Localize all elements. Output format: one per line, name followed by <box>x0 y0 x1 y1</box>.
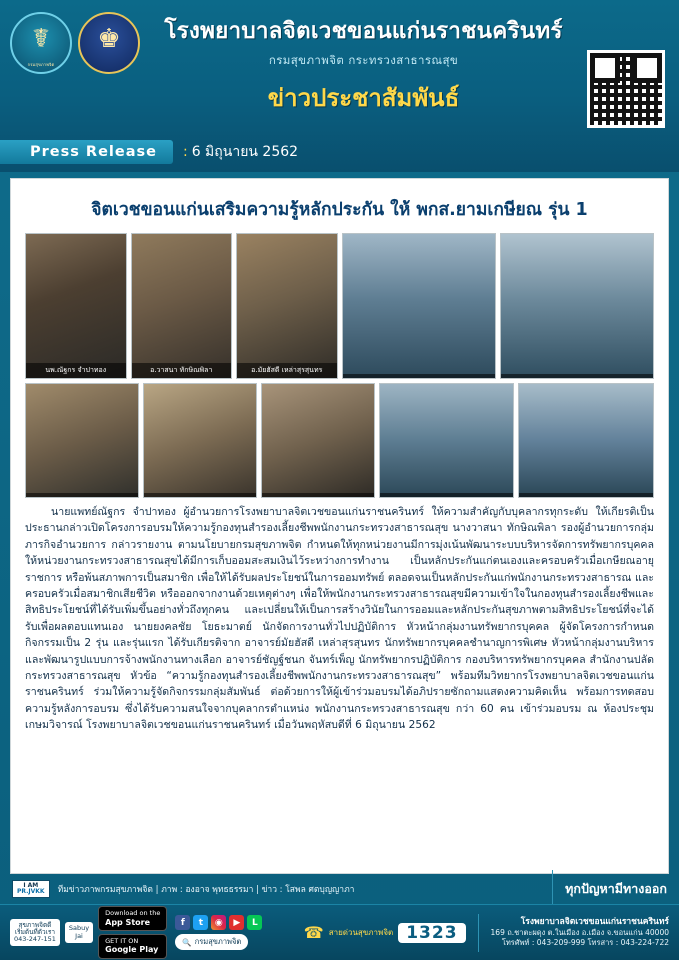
sabuyjai-title: Sabuy <box>68 924 90 933</box>
search-text: กรมสุขภาพจิต <box>194 937 242 946</box>
iam-pr-badge <box>12 880 50 899</box>
iam-badge-line2: PR.JVKK <box>17 888 45 895</box>
photo-thumbnail[interactable] <box>342 233 496 379</box>
instagram-icon[interactable]: ◉ <box>211 915 226 930</box>
photo-caption <box>343 374 495 378</box>
footer-credit-row <box>0 874 679 904</box>
line-icon[interactable]: L <box>247 915 262 930</box>
header-top-row <box>10 8 669 128</box>
footer-slogan: ทุกปัญหามีทางออก <box>565 881 667 896</box>
app-badge-group <box>10 906 167 958</box>
banner-title: ข่าวประชาสัมพันธ์ <box>267 84 460 112</box>
contact-block <box>491 917 669 949</box>
hotline-label: สายด่วนสุขภาพจิต <box>328 927 394 937</box>
date-separator: : <box>182 144 188 160</box>
googleplay-button[interactable] <box>98 934 167 959</box>
logo-group <box>10 8 140 74</box>
search-pill[interactable] <box>175 934 248 950</box>
hospital-title: โรงพยาบาลจิตเวชขอนแก่นราชนครินทร์ <box>164 18 563 44</box>
photo-caption <box>144 493 256 497</box>
appstore-big-label: App Store <box>105 917 151 927</box>
page-header <box>0 0 679 172</box>
photo-row-bottom <box>25 383 654 498</box>
photo-caption <box>262 493 374 497</box>
ministry-line: กรมสุขภาพจิต กระทรวงสาธารณสุข <box>268 53 459 67</box>
photo-caption <box>501 374 653 378</box>
press-release-bar <box>0 140 679 164</box>
credit-text: ทีมข่าวภาพกรมสุขภาพจิต | ภาพ : องอาจ พุทธธรรมา | ข่าว : โสพล ศตบุญญาภา <box>57 885 355 895</box>
appstore-small-label: Download on the <box>105 909 161 918</box>
twitter-icon[interactable]: t <box>193 915 208 930</box>
sabuyjai-sub: Jai <box>75 931 83 940</box>
photo-thumbnail[interactable] <box>25 233 127 379</box>
qr-code-pattern <box>590 53 662 125</box>
store-button-group <box>98 906 167 958</box>
search-icon: 🔍 <box>182 937 192 947</box>
press-release-label: Press Release <box>0 140 173 164</box>
caduceus-icon: ☤ <box>32 24 50 54</box>
photo-thumbnail[interactable] <box>25 383 139 498</box>
contact-address: 169 ถ.ชาตะผดุง ต.ในเมือง อ.เมือง จ.ขอนแก่น 40000 <box>490 928 669 938</box>
youtube-icon[interactable]: ▶ <box>229 915 244 930</box>
ministry-logo-label: กรมสุขภาพจิต <box>27 62 55 67</box>
photo-thumbnail[interactable] <box>261 383 375 498</box>
ministry-logo <box>10 12 72 74</box>
social-icon-row <box>175 915 262 930</box>
photo-caption <box>26 493 138 497</box>
mental-health-card[interactable] <box>10 919 60 946</box>
photo-caption <box>519 493 653 497</box>
mental-health-card-sub: เริ่มต้นที่ตัวเรา <box>14 927 56 936</box>
article-card <box>10 178 669 874</box>
footer-divider <box>552 870 553 908</box>
footer-divider-2 <box>478 914 479 952</box>
mental-health-card-phone: 043-247-151 <box>14 935 56 944</box>
hospital-logo <box>78 12 140 74</box>
googleplay-small-label: GET IT ON <box>105 937 139 945</box>
mental-health-card-title: สุขภาพจิตดี <box>18 920 52 929</box>
contact-name: โรงพยาบาลจิตเวชขอนแก่นราชนครินทร์ <box>520 916 669 927</box>
iam-badge-line1: I AM <box>23 881 39 889</box>
qr-code[interactable] <box>587 50 665 128</box>
facebook-icon[interactable]: f <box>175 915 190 930</box>
hotline-number[interactable]: 1323 <box>398 923 465 943</box>
photo-thumbnail[interactable] <box>518 383 654 498</box>
hotline-block <box>304 923 466 943</box>
sabuyjai-app-icon[interactable] <box>65 922 93 942</box>
contact-phone: โทรศัพท์ : 043-209-999 โทรสาร : 043-224-722 <box>501 938 669 948</box>
photo-caption <box>380 493 514 497</box>
googleplay-big-label: Google Play <box>105 945 159 955</box>
page-footer <box>0 874 679 960</box>
photo-caption: อ.มัยฮัสดี เหล่าสุรสุนทร <box>237 363 337 378</box>
photo-thumbnail[interactable] <box>236 233 338 379</box>
photo-thumbnail[interactable] <box>500 233 654 379</box>
article-body: นายแพทย์ณัฐกร จำปาทอง ผู้อำนวยการโรงพยาบาลจิตเวชขอนแก่นราชนครินทร์ ให้ความสำคัญกับบุคลากรทุกระดับ ให้เกียรติเป็นประธานกล่าวเปิดโครงการอบรมให้ความรู้กองทุนสำรองเลี้ยงชีพพนักงานกระทรวงสาธารณสุข นางวาสนา ทักษิณพิลา รองผู้อำนวยการกลุ่มภารกิจอำนวยการ กล่าวรายงาน ตามนโยบายกรมสุขภาพจิต กำหนดให้ทุกหน่วยงานมีการมุ่งเน้นพัฒนาระบบบริหารจัดการทรัพยากรบุคคลให้หน่วยงานกระทรวงสาธารณสุขได้มีการเก็บออมสะสมเงินไว้ระหว่างการทำงาน เป็นหลักประกันแก่ตนเองและครอบครัวเมื่อเกษียณอายุราชการ หรือพ้นสภาพการเป็นสมาชิก เพื่อให้ได้รับผลประโยชน์ในการออมทรัพย์ ตลอดจนเป็นหลักประกันแก่พนักงานกระทรวงสาธารณ และครอบครัวเมื่อสมาชิกเสียชีวิต หรือออกจากงานด้วยเหตุต่างๆ เพื่อให้พนักงานกระทรวงสาธารณสุขมีความเข้าใจในกองทุนสำรองเลี้ยงชีพและสิทธิประโยชน์ที่ได้รับเพิ่มขึ้นอย่างทั่วถึงทุกคน และเปลี่ยนให้เป็นการสร้างวินัยในการออมและหลักประกันสุขภาพตามสิทธิประโยชน์ที่จะได้รับเพื่อผลตอบแทนเอง นายยงคลชัย โยธะมาตย์ นักจัดการงานทั่วไปปฏิบัติการ หัวหน้ากลุ่มงานทรัพยากรบุคคล ผู้จัดโครงการกำหนดกิจกรรมเป็น 2 รุ่น และรุ่นแรก ได้รับเกียรติจาก อาจารย์มัยฮัสดี เหล่าสุรสุนทร นักทรัพยากรบุคคลชำนาญการพิเศษ หัวหน้ากลุ่มงานบริหารและพัฒนารูปแบบการจ้างพนักงานทางเลือก อาจารย์ชัญฐ์ชนก จันทร์เพ็ญ นักทรัพยากรปฏิบัติการ กองบริหารทรัพยากรบุคคล สำนักงานปลัดกระทรวงสาธารณสุข หัวข้อ “ความรู้กองทุนสำรองเลี้ยงชีพพนักงานกระทรวงสาธารณสุข” พร้อมทีมวิทยากรโรงพยาบาลจิตเวชขอนแก่นราชนครินทร์ ร่วมให้ความรู้จัดกิจกรรมกลุ่มสัมพันธ์ ต่อด้วยการให้ผู้เข้าร่วมอบรมได้อภิปรายซักถามแสดงความคิดเห็น พร้อมการทดสอบความรู้หลังการอบรม ซึ่งได้รับความสนใจจากบุคลากรตำแหน่ง พนักงานกระทรวงสาธารณสุข กว่า 60 คน เข้าร่วมอบรม ณ ห้องประชุมเกษมวิจารณ์ โรงพยาบาลจิตเวชขอนแก่นราชนครินทร์ เมื่อวันพฤหัสบดีที่ 6 มิถุนายน 2562 <box>25 506 654 732</box>
photo-caption: อ.วาสนา ทักษิณพิลา <box>132 363 232 378</box>
photo-thumbnail[interactable] <box>379 383 515 498</box>
photo-thumbnail[interactable] <box>143 383 257 498</box>
header-titles <box>148 8 579 117</box>
photo-thumbnail[interactable] <box>131 233 233 379</box>
appstore-button[interactable] <box>98 906 167 931</box>
page-title: จิตเวชขอนแก่นเสริมความรู้หลักประกัน ให้ พกส.ยามเกษียณ รุ่น 1 <box>91 200 588 220</box>
social-and-search <box>175 915 262 950</box>
phone-icon: ☎ <box>303 923 324 942</box>
footer-main-row <box>0 904 679 960</box>
date-value: 6 มิถุนายน 2562 <box>191 144 299 160</box>
photo-caption: นพ.ณัฐกร จำปาทอง <box>26 363 126 378</box>
press-release-date <box>183 141 298 163</box>
photo-row-top <box>25 233 654 379</box>
crown-icon: ♚ <box>97 24 121 54</box>
